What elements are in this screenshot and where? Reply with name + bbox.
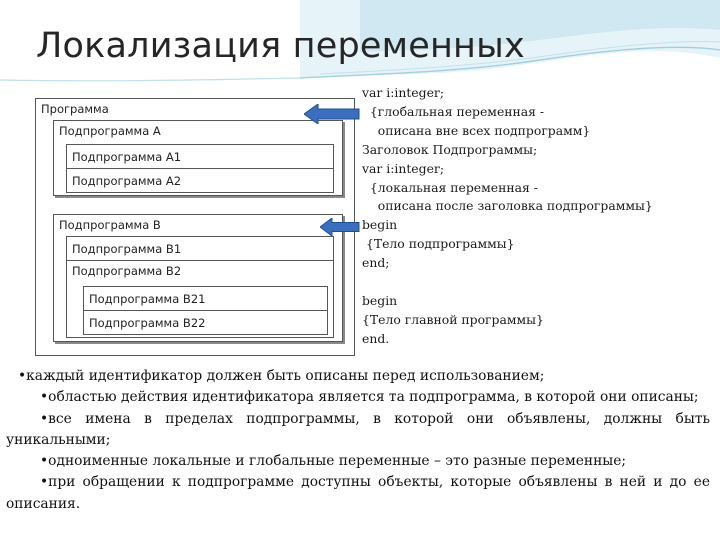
code-line: Заголовок Подпрограммы; [362,141,538,157]
rules-list [6,366,710,515]
subprogram-a-label: Подпрограмма А [59,124,161,138]
rule-item: •областью действия идентификатора является та подпрограмма, в которой они описаны; [40,389,699,406]
code-line: var i:integer; [362,160,445,176]
subprogram-a1-box [66,144,334,169]
subprogram-b1-box [66,236,334,261]
code-line: {Тело главной программы} [362,311,544,327]
rule-item: •каждый идентификатор должен быть описаны перед использованием; [18,368,545,384]
code-line: {глобальная переменная - [362,103,545,119]
subprogram-b21-box [83,286,328,311]
program-structure-diagram [35,98,355,356]
subprogram-b2-label: Подпрограмма В2 [72,264,182,278]
code-line: end. [362,330,390,346]
subprogram-a1-label: Подпрограмма А1 [72,150,182,164]
subprogram-a2-box [66,168,334,193]
code-line: end; [362,255,390,271]
code-line: {Тело подпрограммы} [362,236,515,252]
subprogram-b1-label: Подпрограмма В1 [72,242,182,256]
rule-item: •при обращении к подпрограмме доступны объекты, которые объявлены в ней и до ее описания. [6,474,710,512]
subprogram-b22-box [83,310,328,335]
rule-item: •одноименные локальные и глобальные переменные – это разные переменные; [40,453,627,470]
rule-item: •все имена в пределах подпрограммы, в которой они объявлены, должны быть уникальными; [6,410,710,448]
code-line: описана вне всех подпрограмм} [362,122,591,138]
subprogram-a2-label: Подпрограмма А2 [72,174,182,188]
subprogram-b21-label: Подпрограмма В21 [89,292,206,306]
subprogram-b22-label: Подпрограмма В22 [89,316,206,330]
code-line [362,273,653,292]
code-line: описана после заголовка подпрограммы} [362,198,653,214]
code-listing [362,84,653,349]
code-line: var i:integer; [362,85,445,100]
arrow-left-icon [320,218,360,236]
code-line: {локальная переменная - [362,179,538,195]
code-line: begin [362,292,398,308]
subprogram-b-label: Подпрограмма В [59,218,161,232]
slide-title: Локализация переменных [36,26,525,66]
arrow-left-icon [304,104,360,124]
code-line: begin [362,217,398,233]
program-label: Программа [41,102,109,116]
